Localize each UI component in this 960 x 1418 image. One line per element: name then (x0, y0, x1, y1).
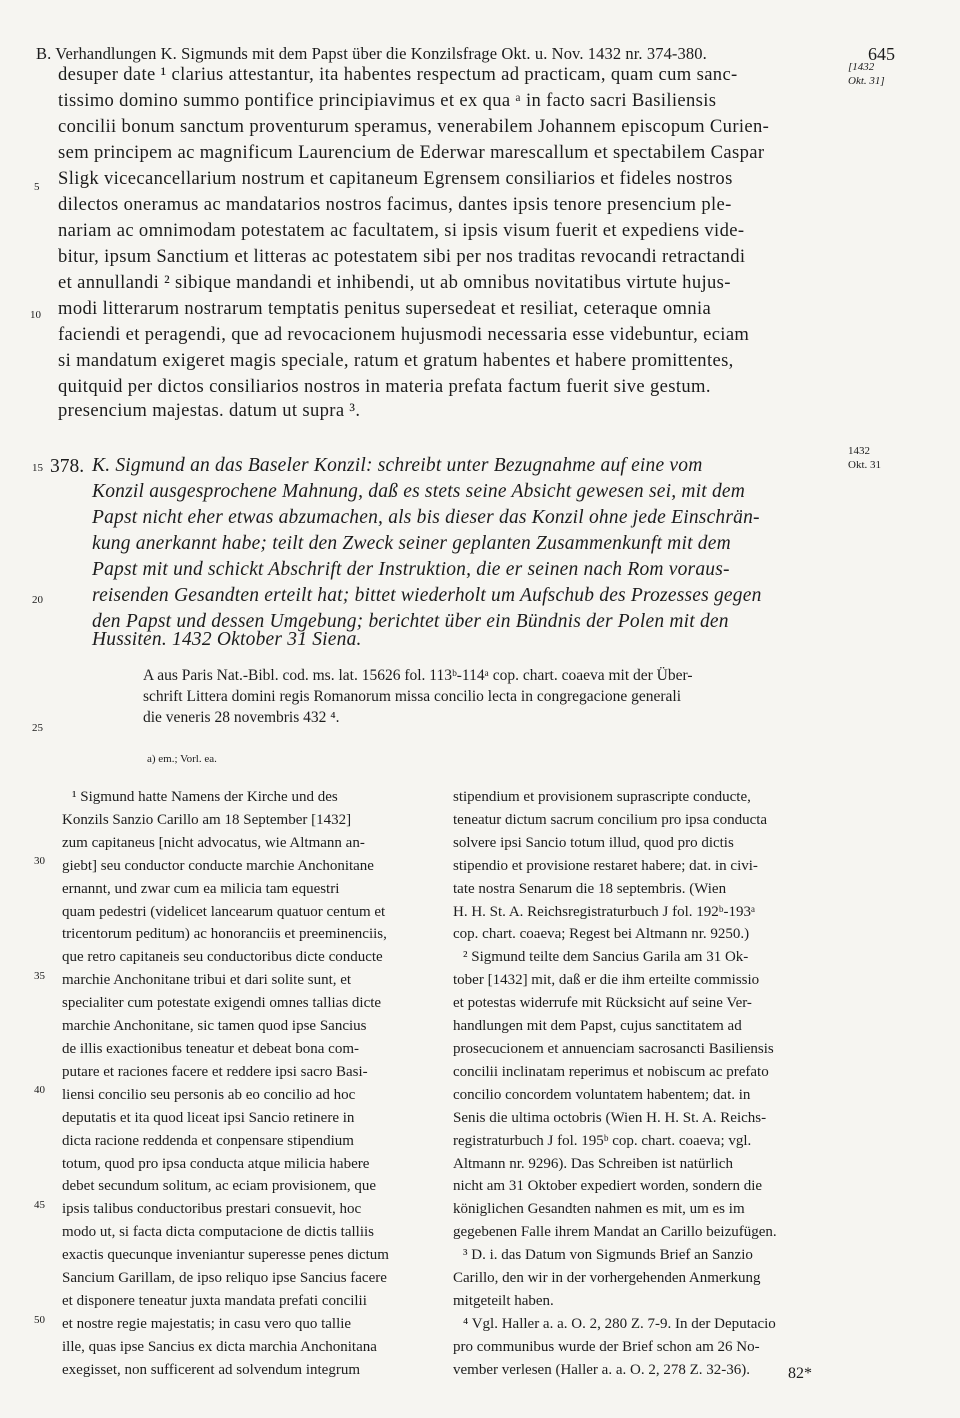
regest-line: den Papst und dessen Umgebung; berichtet über ein Bündnis der Polen mit den (92, 611, 729, 632)
regest-line: Papst nicht eher etwas abzumachen, als bis dieser das Konzil ohne jede Einschrän- (92, 507, 760, 528)
regest-line: Konzil ausgesprochene Mahnung, daß es stets seine Absicht gewesen sei, mit dem (92, 481, 746, 502)
body-line: concilii bonum sanctum proventurum speramus, venerabilem Johannem episcopum Curien- (58, 116, 770, 137)
footnote-line: nicht am 31 Oktober expediert worden, sondern die (453, 1178, 763, 1195)
footnote-line: teneatur dictum sacrum concilium pro ipsa conducta (453, 811, 768, 828)
footnote-line: ⁴ Vgl. Haller a. a. O. 2, 280 Z. 7-9. In der Deputacio (463, 1315, 776, 1332)
line-number: 45 (34, 1199, 45, 1211)
footnote-line: ³ D. i. das Datum von Sigmunds Brief an Sanzio (463, 1247, 753, 1264)
body-line: desuper date ¹ clarius attestantur, ita habentes respectum ad practicam, quam cum sanc- (58, 64, 738, 85)
margin-date-line: 1432 (848, 445, 870, 457)
regest-line: reisenden Gesandten erteilt hat; bittet wiederholt um Aufschub des Prozesses gegen (92, 585, 762, 606)
footnotes-left-column (62, 786, 434, 1382)
body-line: si mandatum exigeret magis speciale, ratum et gratum habentes et habere promittentes, (58, 350, 734, 371)
margin-date-line: Okt. 31 (848, 459, 881, 471)
footnote-line: exegisset, non sufficerent ad solvendum integrum (62, 1361, 360, 1378)
footnote-line: königlichen Gesandten nahmen es mit, um es im (453, 1201, 745, 1218)
margin-date-note-top (848, 60, 885, 88)
footnote-line: et potestas widerrufe mit Rücksicht auf seine Ver- (453, 995, 752, 1012)
footnote-line: tober [1432] mit, daß er die ihm erteilte commissio (453, 972, 760, 989)
footnote-line: Senis die ultima octobris (Wien H. H. St. A. Reichs- (453, 1109, 767, 1126)
footnote-line: H. H. St. A. Reichsregistraturbuch J fol. 192ᵇ-193ᵃ (453, 903, 756, 920)
footnote-line: concilii inclinatam reperimus et nobiscum ac prefato (453, 1063, 769, 1080)
line-number: 20 (32, 594, 43, 606)
footnote-line: exactis quecunque inveniantur superesse penes dictum (62, 1247, 389, 1264)
footnote-line: tricentorum peditum) ac honoranciis et preeminenciis, (62, 926, 387, 943)
footnote-line: dicta racione reddenda et conpensare stipendium (62, 1132, 354, 1149)
source-line: die veneris 28 novembris 432 ⁴. (143, 709, 340, 726)
footnote-line: Konzils Sanzio Carillo am 18 September [1432] (62, 811, 352, 828)
margin-date-line: Okt. 31] (848, 75, 885, 87)
line-number: 15 (32, 462, 43, 474)
body-line: modi litterarum nostrarum temptatis penitus supersedeat et resiliat, ceteraque omnia (58, 298, 712, 319)
body-line: bitur, ipsum Sanctium et litteras ac potestatem sibi per nos traditas revocandi retractandi (58, 246, 746, 267)
footnote-line: solvere ipsi Sancio totum illud, quod pro dictis (453, 834, 734, 851)
regest-line: kung anerkannt habe; teilt den Zweck seiner geplanten Zusammenkunft mit dem (92, 533, 731, 554)
footnote-line: et disponere teneatur juxta mandata prefati concilii (62, 1292, 367, 1309)
apparatus-note: a) em.; Vorl. ea. (147, 753, 217, 765)
footnote-line: ¹ Sigmund hatte Namens der Kirche und des (72, 789, 338, 805)
footnote-line: handlungen mit dem Papst, cujus sanctitatem ad (453, 1018, 742, 1035)
footnote-line: prosecucionem et annuenciam sacrosancti Basiliensis (453, 1040, 774, 1057)
footnote-line: tate nostra Senarum die 18 septembris. (Wien (453, 880, 727, 897)
footnote-line: deputatis et ita quod liceat ipsi Sancio retinere in (62, 1109, 355, 1126)
footnote-line: Altmann nr. 9296). Das Schreiben ist natürlich (453, 1155, 733, 1172)
footnote-line: debet secundum solitum, ac eciam provisionem, que (62, 1178, 377, 1195)
line-number: 50 (34, 1314, 45, 1326)
body-line: faciendi et peragendi, que ad revocacionem hujusmodi necessaria esse videbuntur, eciam (58, 324, 750, 345)
footnote-line: marchie Anchonitane, sic tamen quod ipse Sancius (62, 1018, 367, 1035)
body-line: quitquid per dictos consiliarios nostros in materia prefata factum fuerit sive gestum. (58, 376, 711, 397)
body-line: sem principem ac magnificum Laurencium de Ederwar marescallum et spectabilem Caspar (58, 142, 765, 163)
footnote-line: liensi concilio seu personis ab eo concilio ad hoc (62, 1086, 356, 1103)
running-title: B. Verhandlungen K. Sigmunds mit dem Papst über die Konzilsfrage Okt. u. Nov. 1432 nr. 374-380. (36, 44, 707, 63)
footnote-line: ille, quas ipse Sancius ex dicta marchia Anchonitana (62, 1338, 377, 1355)
footnote-line: quam pedestri (videlicet lancearum quatuor centum et (62, 903, 386, 920)
body-line: nariam ac omnimodam potestatem ac facultatem, si ipsis visum fuerit et expediens vide- (58, 220, 745, 241)
footnote-line: Carillo, den wir in der vorhergehenden Anmerkung (453, 1270, 761, 1287)
section-number: 378. (50, 456, 85, 477)
line-number: 25 (32, 722, 43, 734)
footnote-line: ernannt, und zwar cum ea milicia tam equestri (62, 880, 340, 897)
footnote-line: ² Sigmund teilte dem Sancius Garila am 31 Ok- (463, 949, 749, 966)
footnote-line: ipsis talibus conductoribus prestari consuevit, hoc (62, 1201, 362, 1218)
body-line: Sligk vicecancellarium nostrum et capitaneum Egrensem consiliarios et fideles nostros (58, 168, 733, 189)
footnote-line: de illis exactionibus teneatur et debeat bona com- (62, 1040, 359, 1057)
footnote-line: mitgeteilt haben. (453, 1292, 554, 1309)
source-line: schrift Littera domini regis Romanorum missa concilio lecta in congregacione generali (143, 688, 682, 705)
footnote-line: et nostre regie majestatis; in casu vero quo tallie (62, 1315, 352, 1332)
body-line: presencium majestas. datum ut supra ³. (58, 400, 361, 421)
footnote-line: Sancium Garillam, de ipso reliquo ipse Sancius facere (62, 1270, 387, 1287)
footnote-line: specialiter cum potestate exigendi omnes tallias dicte (62, 995, 382, 1012)
footnote-line: gegebenen Falle ihrem Mandat an Carillo beizufügen. (453, 1224, 777, 1241)
footnote-line: totum, quod pro ipsa conducta atque milicia habere (62, 1155, 370, 1172)
line-number: 30 (34, 855, 45, 867)
body-line: dilectos oneramus ac mandatarios nostros facimus, dantes ipsis tenore presencium ple- (58, 194, 732, 215)
signature-mark: 82* (788, 1365, 812, 1382)
page-number: 645 (868, 44, 895, 64)
line-number: 40 (34, 1084, 45, 1096)
footnote-line: marchie Anchonitane tribui et dari solite sunt, et (62, 972, 352, 989)
body-line: tissimo domino summo pontifice principiavimus et ex qua ᵃ in facto sacri Basiliensis (58, 90, 717, 111)
footnote-line: pro communibus wurde der Brief schon am 26 No- (453, 1338, 760, 1355)
footnote-line: vember verlesen (Haller a. a. O. 2, 278 Z. 32-36). (453, 1361, 750, 1378)
footnote-line: stipendium et provisionem suprascripte conducte, (453, 789, 751, 805)
regest-line: Hussiten. 1432 Oktober 31 Siena. (92, 629, 362, 650)
body-line: et annullandi ² sibique mandandi et inhibendi, ut ab omnibus novitatibus virtute hujus- (58, 272, 731, 293)
footnote-line: registraturbuch J fol. 195ᵇ cop. chart. coaeva; vgl. (453, 1132, 752, 1149)
footnote-line: putare et raciones facere et reddere ipsi sacro Basi- (62, 1063, 368, 1080)
footnotes-right-column (453, 786, 843, 1382)
footnote-line: cop. chart. coaeva; Regest bei Altmann nr. 9250.) (453, 926, 750, 943)
footnote-line: giebt] seu conductor conducte marchie Anchonitane (62, 857, 374, 874)
footnote-line: modo ut, si facta dicta computacione de dictis talliis (62, 1224, 374, 1241)
source-line: A aus Paris Nat.-Bibl. cod. ms. lat. 15626 fol. 113ᵇ-114ᵃ cop. chart. coaeva mit der Über- (143, 667, 693, 684)
margin-date-note-section (848, 444, 881, 472)
line-number: 5 (34, 181, 40, 193)
line-number: 35 (34, 970, 45, 982)
footnote-line: que retro capitaneis seu conductoribus dicte conducte (62, 949, 383, 966)
footnote-line: concilio concordem voluntatem habentem; dat. in (453, 1086, 751, 1103)
line-number: 10 (30, 309, 41, 321)
margin-date-line: [1432 (848, 61, 875, 73)
regest-line: K. Sigmund an das Baseler Konzil: schreibt unter Bezugnahme auf eine vom (92, 455, 703, 476)
footnote-line: zum capitaneus [nicht advocatus, wie Altmann an- (62, 834, 365, 851)
regest-line: Papst mit und schickt Abschrift der Instruktion, die er seinen nach Rom voraus- (92, 559, 730, 580)
footnote-line: stipendio et provisione restaret habere; dat. in civi- (453, 857, 758, 874)
